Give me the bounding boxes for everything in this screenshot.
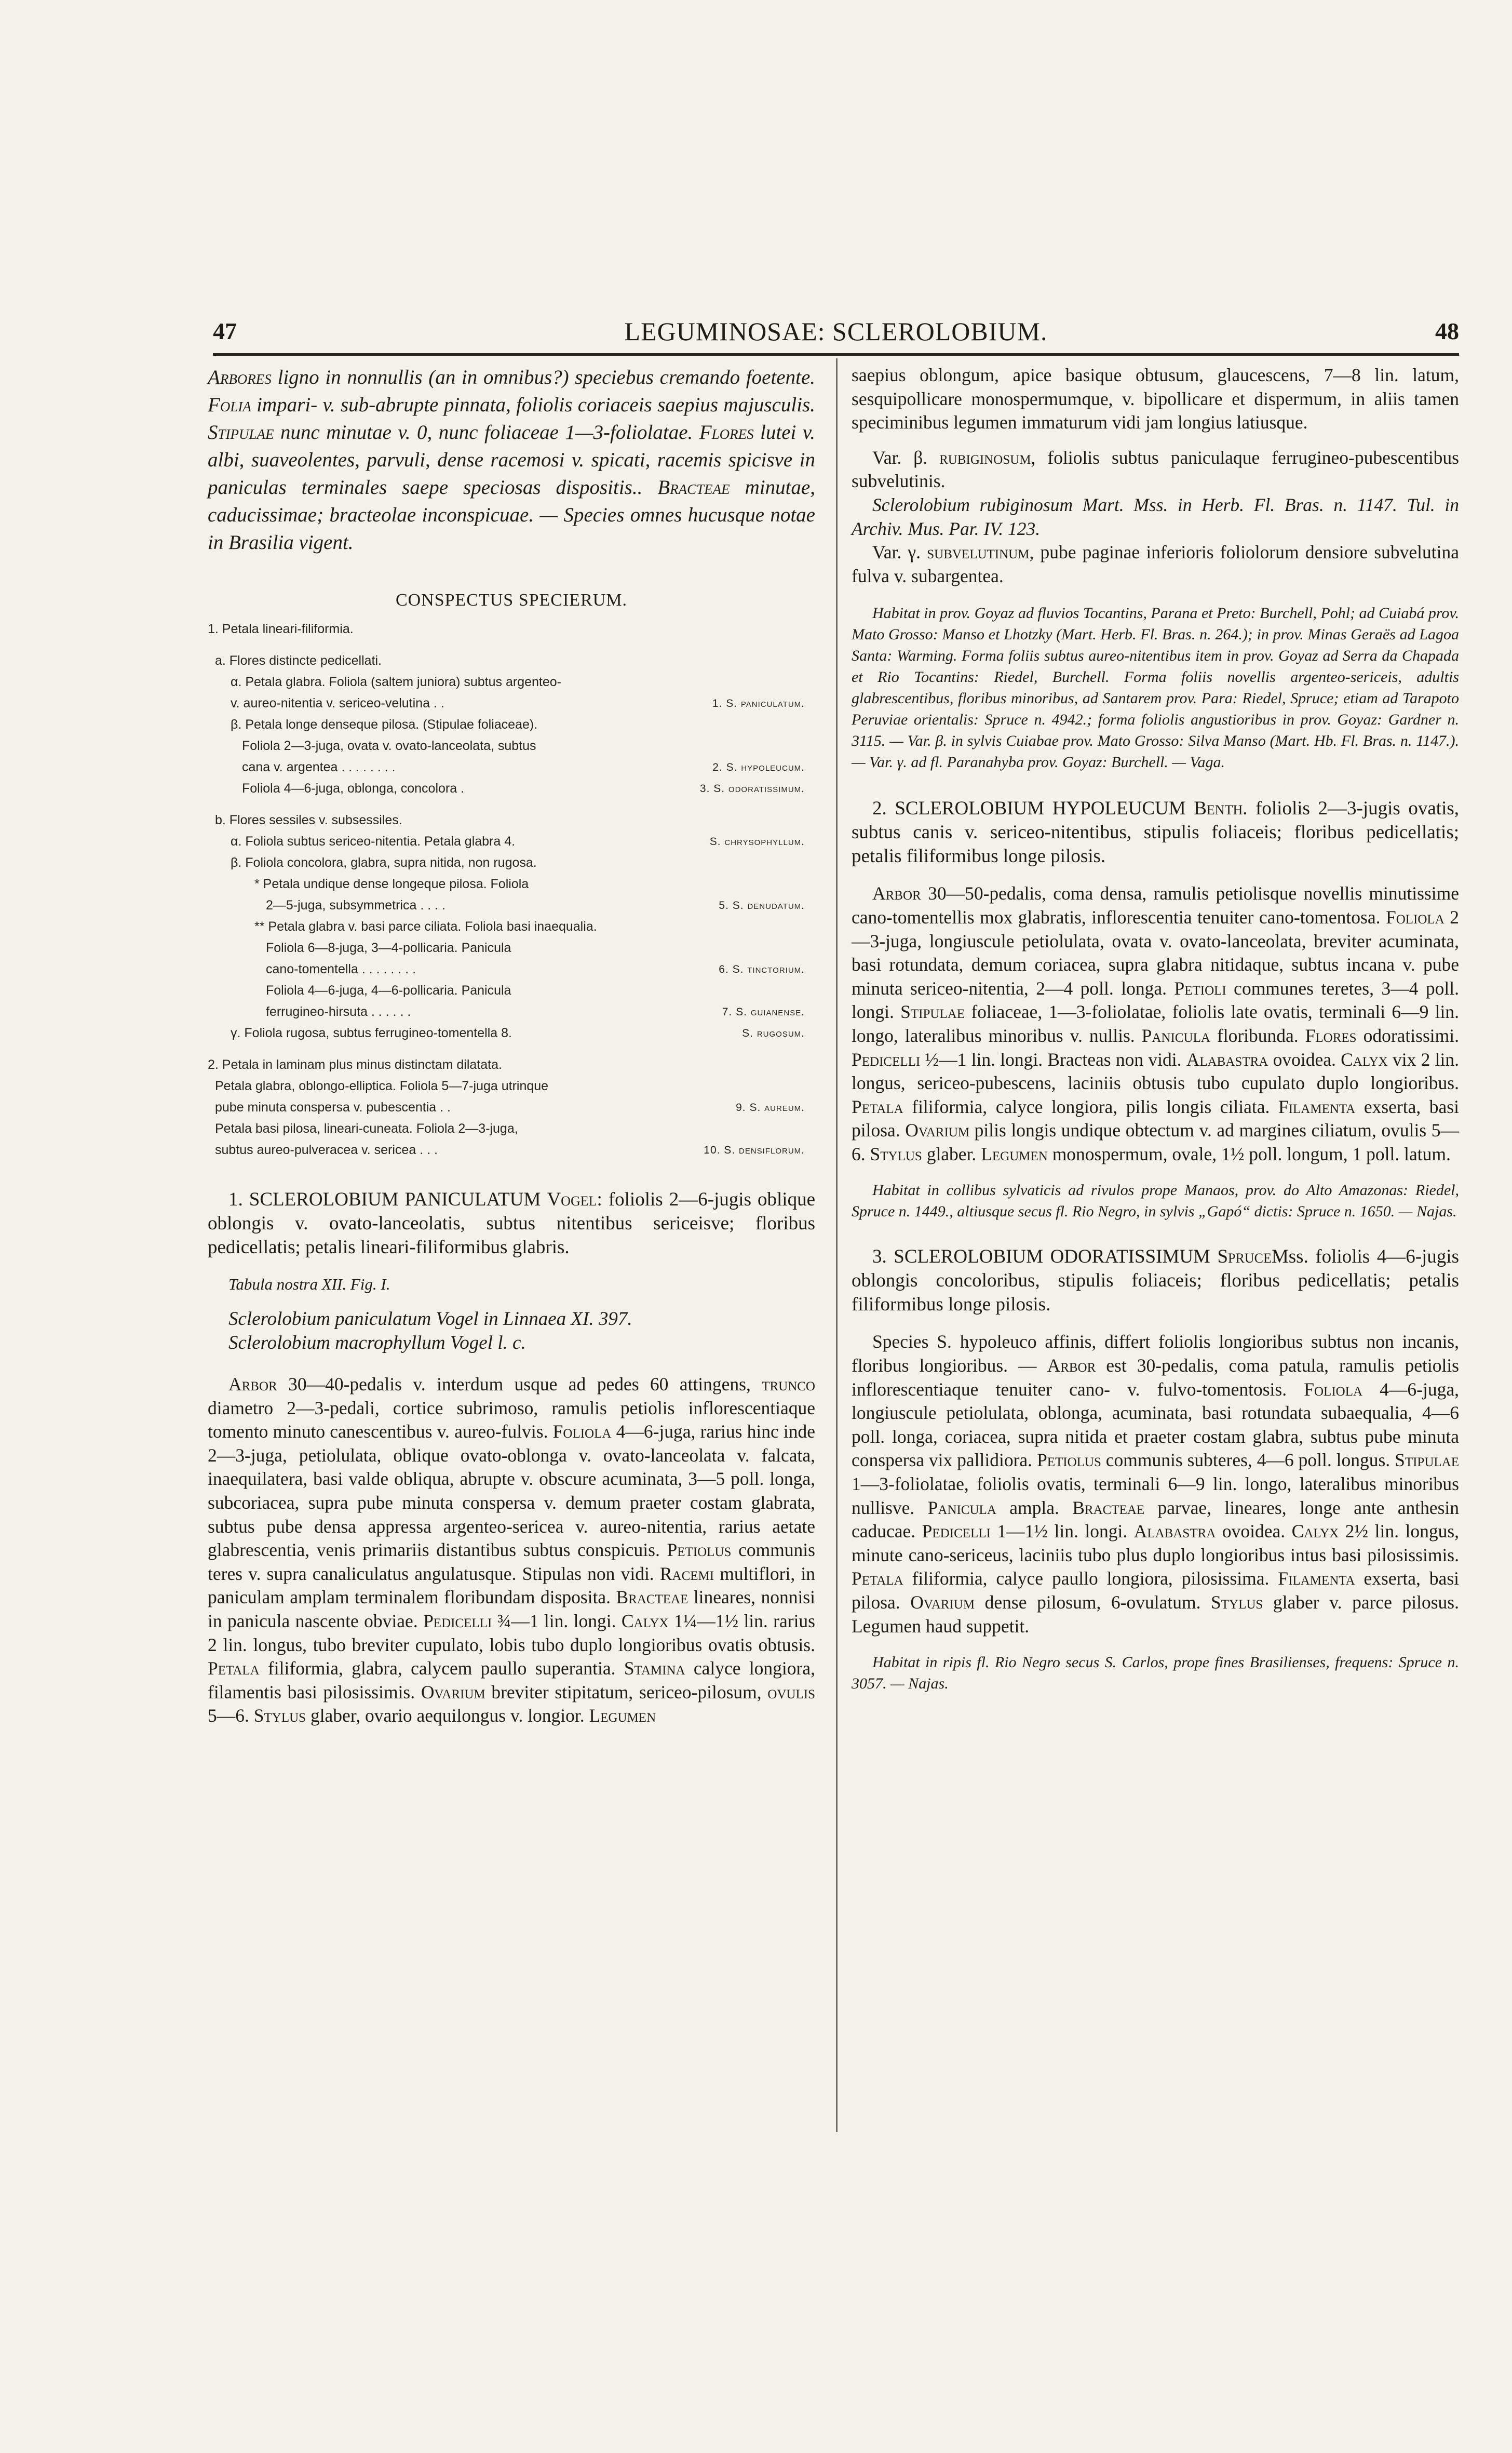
key-text: subtus aureo-pulveracea v. sericea . . . [215,1143,438,1157]
species-2-habitat: Habitat in collibus sylvaticis ad rivulos prope Manaos, prov. do Alto Amazonas: Riedel, Spruce n. 1449., altiusque secus fl. Rio Negro, in sylvis „Gapó“ dictis: Spruce n. 1650. — Najas. [852,1182,1459,1221]
key-row [208,831,815,852]
species-1-author: Vogel [547,1189,597,1210]
key-row [208,650,815,672]
species-1-diagnosis: : foliolis 2—6-jugis oblique oblongis v. ovato-lanceolatis, subtus nitentibus sericeisve; floribus pedicellatis; petalis lineari-filiformibus glabris. [208,1189,815,1258]
key-row [208,937,815,959]
keyword: Stipulae [208,421,274,444]
keyword: Alabastra [1186,1049,1268,1070]
text-run: 30—50-pedalis, coma densa, ramulis petiolisque novellis minutissime cano-tomentellis mox glabratis, inflorescentia tenuiter cano-tomentosa. [852,883,1459,928]
text-run: multiflori, in paniculam amplam terminalem floribundam disposita. [208,1563,816,1608]
text-run: ovoidea. [1216,1521,1292,1542]
text-run: 5—6. [208,1705,254,1726]
keyword: Filamenta [1278,1096,1356,1117]
text-run: breviter stipitatum, sericeo-pilosum, [485,1681,768,1703]
key-row [208,693,815,714]
key-species-name: 10. S. densiflorum. [704,1144,805,1156]
key-row [208,810,815,831]
key-text: Foliola 4—6-juga, 4—6-pollicaria. Panicula [266,983,511,998]
key-row [208,959,815,980]
keyword: Legumen [981,1143,1048,1164]
text-run: glaber v. parce pilosus. Legumen haud suppetit. [852,1592,1459,1637]
keyword: Stylus [1211,1592,1263,1613]
text-run: impari- v. sub-abrupte pinnata, foliolis coriaceis saepius majusculis. [251,394,815,416]
text-run: diametro 2—3-pedali, cortice subrimoso, ramulis petiolis inflorescentiaque tomento minuto canescentibus v. aureo-fulvis. [208,1397,815,1442]
keyword: Folia [208,394,251,416]
key-species-name: S. chrysophyllum. [709,836,805,848]
key-row [208,895,815,916]
keyword: Bracteae [1072,1497,1145,1518]
species-2-description [852,882,1459,1166]
species-2-diagnosis: foliolis 2—3-jugis ovatis, subtus canis v. sericeo-nitentibus, stipulis foliaceis; floribus pedicellatis; petalis filiformibus longe pilosis. [852,798,1459,867]
text-run: dense pilosum, 6-ovulatum. [975,1592,1211,1613]
key-row [208,778,815,799]
keyword: Stamina [624,1658,685,1679]
running-title: LEGUMINOSAE: SCLEROLOBIUM. [624,317,1048,346]
key-species-name: 1. S. paniculatum. [712,698,805,709]
species-3-name: 3. SCLEROLOBIUM ODORATISSIMUM [872,1246,1218,1268]
key-text: α. Petala glabra. Foliola (saltem juniora) subtus argenteo- [231,675,561,689]
key-text: α. Foliola subtus sericeo-nitentia. Petala glabra 4. [231,834,516,849]
text-run: pilis longis undique obtectum v. ad margines ciliatum, ovulis 5—6. [852,1120,1459,1164]
genus-description [208,364,815,556]
key-text: Petala basi pilosa, lineari-cuneata. Foliola 2—3-juga, [215,1121,518,1136]
column-divider [836,358,838,2132]
variety-beta-label: Var. β. [872,447,940,468]
key-row [208,1001,815,1023]
keyword: Ovarium [905,1120,970,1141]
text-run: 1—3-foliolatae, foliolis ovatis, terminali 6—9 lin. longo, lateralibus minoribus nullisve. [852,1473,1459,1518]
text-run: 30—40-pedalis v. interdum usque ad pedes 60 attingens, [277,1374,762,1395]
keyword: ovulis [767,1681,815,1703]
keyword: Foliola [552,1421,612,1442]
text-run: foliaceae, 1—3-foliolatae, foliolis late ovatis, terminali 6—9 lin. longo, lateralibus minoribus v. nullis. [852,1001,1459,1046]
text-run: monospermum, ovale, 1½ poll. longum, 1 poll. latum. [1047,1143,1451,1164]
species-3-author: Spruce [1217,1246,1272,1268]
variety-gamma-label: Var. γ. [872,542,927,563]
text-run: communis subteres, 4—6 poll. longus. [1101,1450,1395,1471]
keyword: Pedicelli [423,1610,492,1631]
key-text: cana v. argentea . . . . . . . . [242,760,396,774]
text-run: glaber. [922,1143,981,1164]
key-text: * Petala undique dense longeque pilosa. Foliola [254,877,529,891]
text-run: exserta, basi pilosa. [852,1568,1459,1613]
keyword: Flores [1305,1025,1357,1046]
species-1-synonym-1: Sclerolobium paniculatum Vogel in Linnaea XI. 397. [228,1308,632,1330]
keyword: Foliola [1304,1378,1363,1400]
variety-beta-text: , foliolis subtus paniculaque ferrugineo-pubescentibus subvelutinis. [852,447,1459,492]
keyword: Racemi [659,1563,714,1584]
right-column [852,364,1459,1694]
text-run: ¾—1 lin. longi. [492,1610,622,1631]
species-1-description [208,1373,815,1728]
text-run: ½—1 lin. longi. Bracteas non vidi. [920,1049,1186,1070]
key-text: ferrugineo-hirsuta . . . . . . [266,1004,411,1019]
text-run: ligno in nonnullis (an in omnibus?) speciebus cremando foetente. [271,366,815,388]
keyword: Arbor [872,883,921,904]
key-text: γ. Foliola rugosa, subtus ferrugineo-tomentella 8. [231,1026,512,1040]
text-run: lutei v. albi, suaveolentes, parvuli, dense racemosi v. spicati, racemis spicisve in paniculas terminales saepe speciosas dispositis.. [208,421,815,499]
keyword: Pedicelli [922,1521,991,1542]
text-run: floribunda. [1210,1025,1305,1046]
key-row [208,1097,815,1118]
header-rule [213,353,1459,356]
text-run: ampla. [996,1497,1073,1518]
key-text: Foliola 2—3-juga, ovata v. ovato-lanceolata, subtus [242,739,536,753]
text-run: 1¼—1½ lin. rarius 2 lin. longus, tubo breviter cupulato, lobis tubo duplo longioribus ovatis obtusis. [208,1610,815,1655]
key-row [208,852,815,874]
key-text: β. Petala longe denseque pilosa. (Stipulae foliaceae). [231,717,538,732]
keyword: Stylus [253,1705,306,1726]
keyword: Calyx [621,1610,669,1631]
text-run: parvae, lineares, longe ante anthesin caducae. [852,1497,1459,1542]
key-row [208,916,815,937]
text-run: 2—3-juga, longiuscule petiolulata, ovata v. ovato-lanceolata, breviter acuminata, basi rotundata, demum coriacea, supra glabra nitidaque, subtus incana v. pube minuta sericeo-nitentia, 2—4 poll. longa. [852,906,1460,999]
keyword: Stipulae [900,1001,965,1023]
page-number-left: 47 [213,318,237,344]
species-key [208,619,815,1161]
keyword: Calyx [1341,1049,1388,1070]
key-text: cano-tomentella . . . . . . . . [266,962,416,976]
species-1-name: 1. SCLEROLOBIUM PANICULATUM [228,1189,547,1210]
species-3-habitat: Habitat in ripis fl. Rio Negro secus S. Carlos, prope fines Brasilienses, frequens: Spruce n. 3057. — Najas. [852,1654,1459,1693]
key-species-name: 9. S. aureum. [736,1102,805,1114]
text-run: 4—6-juga, longiuscule petiolulata, oblonga, acuminata, basi rotundata subaequalia, 4—6 poll. longa, coriacea, supra nitida et praeter costam glabra, subtus pube minuta conspersa vix pallidiora. [852,1378,1459,1471]
key-text: b. Flores sessiles v. subsessiles. [215,813,402,827]
key-text: v. aureo-nitentia v. sericeo-velutina . . [231,696,444,711]
key-text: Petala glabra, oblongo-elliptica. Foliola 5—7-juga utrinque [215,1079,549,1093]
keyword: Petioli [1174,977,1226,999]
key-row [208,1023,815,1044]
text-run: 2½ lin. longus, minute cano-sericeus, laciniis tubo plus duplo longioribus intus basi pilosissimis. [852,1521,1460,1565]
keyword: Panicula [1141,1025,1210,1046]
text-run: filiformia, glabra, calycem paullo superantia. [259,1658,624,1679]
key-text: 2—5-juga, subsymmetrica . . . . [266,898,446,913]
keyword: Petala [852,1568,903,1589]
text-run: ovoidea. [1268,1049,1341,1070]
keyword: Arbor [228,1374,277,1395]
variety-gamma-text: , pube paginae inferioris foliolorum densiore subvelutina fulva v. subargentea. [852,542,1460,586]
species-1-synonym-2: Sclerolobium macrophyllum Vogel l. c. [228,1332,526,1353]
text-run: lineares, nonnisi in panicula nascente obviae. [208,1587,815,1631]
key-species-name: 5. S. denudatum. [719,900,805,912]
key-species-name: 2. S. hypoleucum. [712,761,805,773]
key-row [208,714,815,735]
species-2-heading [852,797,1459,868]
keyword: Legumen [589,1705,656,1726]
species-1-habitat: Habitat in prov. Goyaz ad fluvios Tocantins, Parana et Preto: Burchell, Pohl; ad Cuiabá prov. Mato Grosso: Manso et Lhotzky (Mart. Herb. Fl. Bras. n. 264.); in prov. Minas Geraës ad Lagoa Santa: Warming. Forma foliis subtus aureo-nitentibus item in prov. Goyaz ad Serra da Chapada et Rio Tocantins: Riedel, Burchell. Forma foliis novellis argenteo-sericeis, adultis glabrescentibus, floribus minoribus, ad Santarem prov. Para: Riedel, Spruce; etiam ad Tarapoto Peruviae orientalis: Spruce n. 4942.; forma foliolis angustioribus in prov. Goyaz: Gardner n. 3115. — Var. β. in sylvis Cuiabae prov. Mato Grosso: Silva Manso (Mart. Hb. Fl. Bras. n. 1147.). — Var. γ. ad fl. Paranahyba prov. Goyaz: Burchell. — Vaga. [852,605,1459,771]
key-row [208,619,815,640]
keyword: Petala [852,1096,903,1117]
text-run: 1—1½ lin. longi. [990,1521,1134,1542]
text-run: glaber, ovario aequilongus v. longior. [306,1705,589,1726]
species-3-heading [852,1245,1459,1317]
key-text: ** Petala glabra v. basi parce ciliata. Foliola basi inaequalia. [254,919,597,934]
conspectus-title: CONSPECTUS SPECIERUM. [395,591,628,610]
keyword: Panicula [927,1497,996,1518]
text-run: filiformia, calyce longiora, pilis longis ciliata. [903,1096,1278,1117]
text-run: nunc minutae v. 0, nunc foliaceae 1—3-foliolatae. [274,421,699,444]
variety-beta-name: rubiginosum [939,447,1031,468]
text-run: calyce longiora, filamentis basi pilosissimis. [208,1658,815,1703]
key-row [208,1054,815,1076]
key-gap [208,799,815,810]
keyword: Petiolus [1036,1450,1101,1471]
key-row [208,735,815,757]
keyword: Bracteae [616,1587,688,1608]
key-text: a. Flores distincte pedicellati. [215,653,382,668]
page-number-right: 48 [1435,318,1459,344]
variety-beta [852,446,1459,493]
keyword: Pedicelli [852,1049,921,1070]
key-text: pube minuta conspersa v. pubescentia . . [215,1100,451,1115]
species-3-description [852,1330,1459,1638]
keyword: Bracteae [657,476,730,499]
text-run: 4—6-juga, rarius hinc inde 2—3-juga, petiolulata, oblique ovato-oblonga v. ovato-lanceolata v. falcata, inaequilatera, basi valde obliqua, abrupte v. obscure acuminata, 3—5 poll. longa, subcoriacea, supra pube minuta conspersa v. demum praeter costam glabrata, subtus pube densa appressa argenteo-sericea v. aureo-nitentia, rarius aetate glabrescentia, venis primariis distantibus subtus conspicuis. [208,1421,815,1561]
keyword: Ovarium [910,1592,975,1613]
key-text: Foliola 6—8-juga, 3—4-pollicaria. Panicula [266,941,511,955]
keyword: trunco [762,1374,815,1395]
keyword: Calyx [1291,1521,1339,1542]
text-run: communes teretes, 3—4 poll. longi. [852,977,1459,1023]
keyword: Foliola [1385,906,1445,928]
left-column [208,364,815,1728]
keyword: Stipulae [1395,1450,1459,1471]
key-text: Foliola 4—6-juga, oblonga, concolora . [242,781,465,796]
page-header [213,311,1459,352]
species-3-mss: Mss. [1271,1246,1308,1268]
key-species-name: S. rugosum. [742,1027,805,1039]
key-row [208,1076,815,1097]
text-run: est 30-pedalis, coma patula, ramulis petiolis inflorescentiaque tenuiter cano- v. fulvo-tomentosis. [852,1355,1459,1400]
key-gap [208,1044,815,1054]
species-3-diagnosis: foliolis 4—6-jugis oblongis concoloribus, stipulis foliaceis; floribus pedicellatis; petalis filiformibus longe pilosis. [852,1246,1459,1316]
keyword: Petala [208,1658,260,1679]
key-row [208,980,815,1001]
text-run: filiformia, calyce paullo longiora, pilosissima. [903,1568,1278,1589]
keyword: Arbores [208,366,272,388]
keyword: Flores [699,421,754,444]
key-row [208,874,815,895]
key-row [208,757,815,778]
species-2-name: 2. SCLEROLOBIUM HYPOLEUCUM [872,798,1194,820]
key-text: 2. Petala in laminam plus minus distinctam dilatata. [208,1057,502,1072]
keyword: Petiolus [667,1539,732,1561]
species-1-description-cont: saepius oblongum, apice basique obtusum, glaucescens, 7—8 lin. latum, sesquipollicare monospermumque, v. bipollicare et dispermum, in aliis tamen speciminibus legumen immaturum vidi jam longius latiusque. [852,365,1459,433]
text-run: minutae, caducissimae; bracteolae inconspicuae. — Species omnes hucusque notae in Brasilia vigent. [208,476,815,554]
variety-beta-synonym: Sclerolobium rubiginosum Mart. Mss. in Herb. Fl. Bras. n. 1147. Tul. in Archiv. Mus. Par. IV. 123. [852,494,1459,539]
species-1-heading [208,1188,815,1259]
text-run: communis teres v. supra canaliculatus angulatusque. Stipulas non vidi. [208,1539,815,1584]
keyword: Arbor [1047,1355,1096,1376]
keyword: Ovarium [421,1681,485,1703]
text-run: vix 2 lin. longus, sericeo-pubescens, laciniis obtusis tubo cupulato duplo longioribus. [852,1049,1459,1094]
variety-gamma [852,541,1459,588]
key-row [208,1118,815,1140]
text-run: Species S. hypoleuco affinis, differt foliolis longioribus subtus non incanis, floribus longioribus. — [852,1331,1459,1376]
keyword: Alabastra [1133,1521,1216,1542]
key-text: β. Foliola concolora, glabra, supra nitida, non rugosa. [231,855,537,870]
keyword: Filamenta [1278,1568,1355,1589]
key-row [208,1140,815,1161]
species-1-plate: Tabula nostra XII. Fig. I. [228,1275,390,1293]
key-row [208,672,815,693]
text-run: exserta, basi pilosa. [852,1096,1459,1141]
keyword: Stylus [870,1143,922,1164]
species-2-author: Benth. [1194,798,1248,820]
text-run: odoratissimi. [1356,1025,1459,1046]
key-text: 1. Petala lineari-filiformia. [208,622,354,636]
key-species-name: 6. S. tinctorium. [719,963,805,975]
variety-gamma-name: subvelutinum [927,542,1030,563]
key-gap [208,640,815,650]
key-species-name: 3. S. odoratissimum. [699,783,805,795]
key-species-name: 7. S. guianense. [722,1006,805,1018]
